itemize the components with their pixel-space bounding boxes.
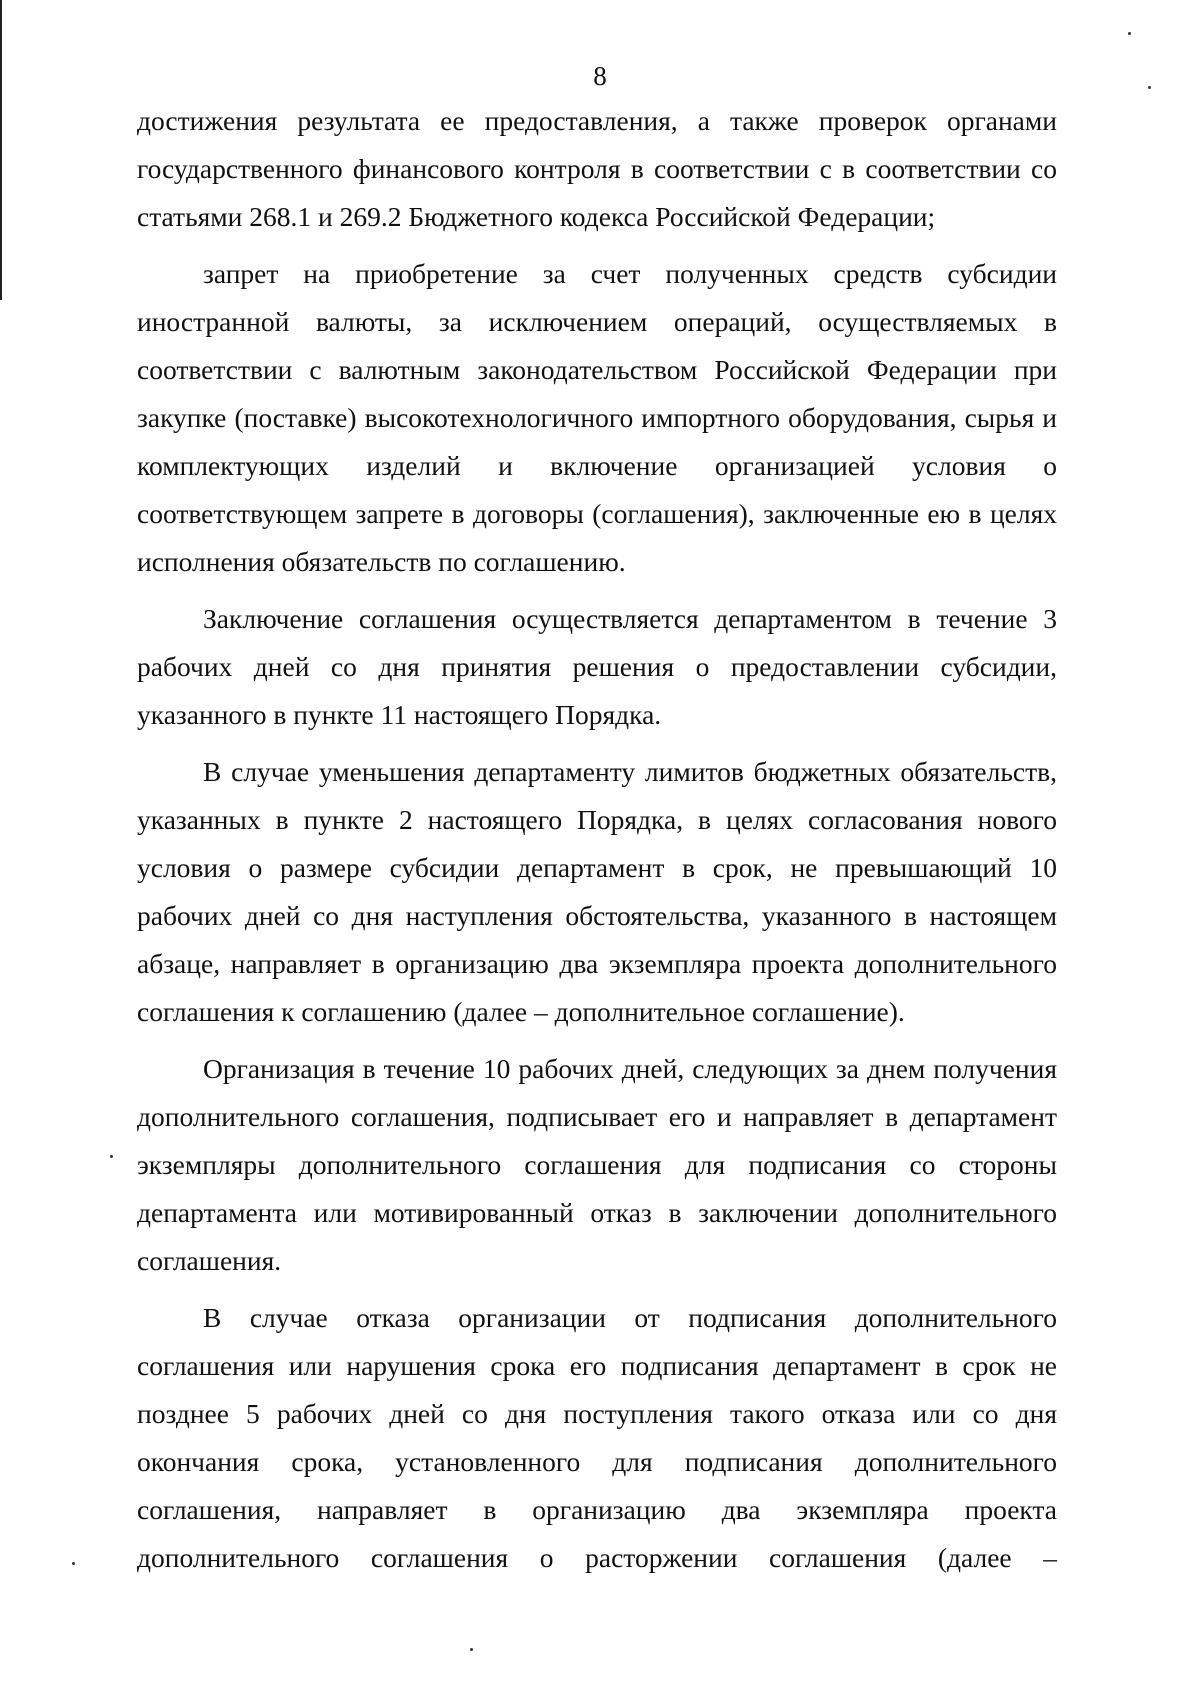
paragraph-agreement-conclusion: Заключение соглашения осуществляется департаментом в течение 3 рабочих дней со дня принятия решения о предоставлении субсидии, указанного в пункте 11 настоящего Порядка. xyxy=(137,603,1057,730)
paragraph-currency-ban: запрет на приобретение за счет полученных средств субсидии иностранной валюты, за исключением операций, осуществляемых в соответствии с валютным законодательством Российской Федерации при закупке (поставке) высокотехнологичного импортного оборудования, сырья и комплектующих изделий и включение организацией условия о соответствующем запрете в договоры (соглашения), заключенные ею в целях исполнения обязательств по соглашению. xyxy=(137,258,1057,577)
document-body xyxy=(137,97,1057,1591)
scan-speck xyxy=(470,1648,473,1651)
scan-speck xyxy=(1128,32,1131,35)
scan-left-edge xyxy=(0,0,2,300)
paragraph-continuation: достижения результата ее предоставления, а также проверок органами государственного финансового контроля в соответствии с в соответствии со статьями 268.1 и 269.2 Бюджетного кодекса Российской Федерации; xyxy=(137,105,1057,232)
page-number: 8 xyxy=(593,61,607,91)
paragraph-organization-response: Организация в течение 10 рабочих дней, следующих за днем получения дополнительного соглашения, подписывает его и направляет в департамент экземпляры дополнительного соглашения для подписания со стороны департамента или мотивированный отказ в заключении дополнительного соглашения. xyxy=(137,1053,1057,1276)
scan-speck xyxy=(72,1562,75,1565)
paragraph-limit-reduction: В случае уменьшения департаменту лимитов бюджетных обязательств, указанных в пункте 2 настоящего Порядка, в целях согласования нового условия о размере субсидии департамент в срок, не превышающий 10 рабочих дней со дня наступления обстоятельства, указанного в настоящем абзаце, направляет в организацию два экземпляра проекта дополнительного соглашения к соглашению (далее – дополнительное соглашение). xyxy=(137,756,1057,1027)
scan-speck xyxy=(110,1155,113,1158)
paragraph-refusal: В случае отказа организации от подписания дополнительного соглашения или нарушения срока его подписания департамент в срок не позднее 5 рабочих дней со дня поступления такого отказа или со дня окончания срока, установленного для подписания дополнительного соглашения, направляет в организацию два экземпляра проекта дополнительного соглашения о расторжении соглашения (далее – xyxy=(137,1302,1057,1573)
